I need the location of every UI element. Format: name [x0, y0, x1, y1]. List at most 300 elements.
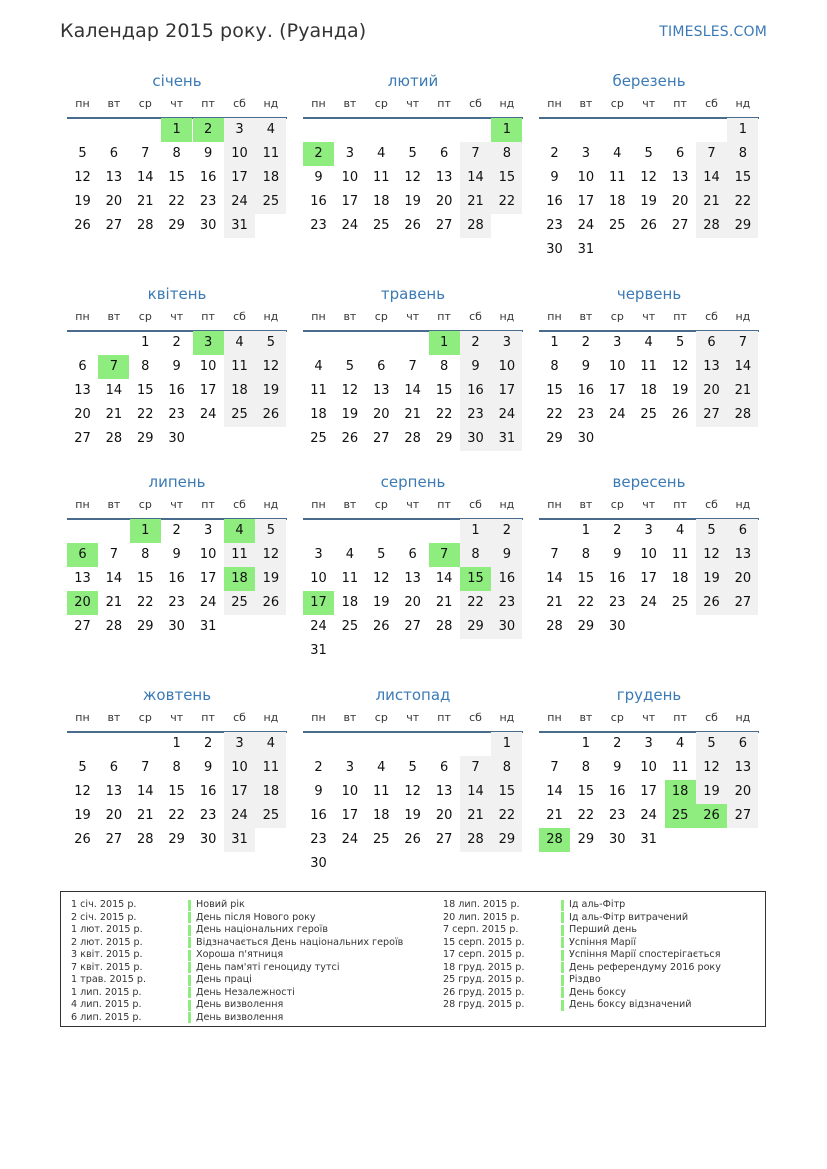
legend-date: 1 лип. 2015 р. — [71, 986, 142, 998]
day-cell: 21 — [137, 808, 154, 823]
day-cell: 24 — [199, 595, 217, 610]
day-cell: 26 — [671, 407, 689, 422]
legend-holiday-name: Різдво — [569, 974, 601, 985]
day-cell: 11 — [310, 383, 327, 398]
weekday-label: вт — [579, 498, 593, 511]
legend-marker — [188, 900, 191, 911]
day-cell: 4 — [255, 118, 286, 142]
day-cell: 25 — [665, 804, 696, 828]
day-cell: 20 — [435, 808, 453, 823]
day-cell: 11 — [224, 543, 255, 567]
month-name: серпень — [380, 473, 446, 491]
weekday-label: чт — [170, 310, 184, 323]
day-cell: 8 — [727, 142, 758, 166]
day-cell: 6 — [727, 519, 758, 543]
weekday-label: ср — [374, 97, 388, 110]
weekday-label: ср — [610, 711, 624, 724]
day-cell: 11 — [373, 170, 390, 185]
day-cell: 8 — [581, 547, 591, 562]
month-8 — [303, 473, 523, 673]
day-cell: 17 — [491, 379, 522, 403]
legend-marker — [188, 1012, 191, 1023]
weekday-label: вт — [107, 711, 121, 724]
weekday-label: сб — [469, 498, 482, 511]
day-cell: 4 — [224, 331, 255, 355]
legend-date: 28 груд. 2015 р. — [443, 999, 525, 1010]
day-cell: 25 — [310, 431, 327, 446]
day-cell: 14 — [404, 383, 421, 398]
day-cell: 20 — [105, 194, 123, 209]
day-cell: 11 — [255, 142, 286, 166]
day-cell: 22 — [137, 407, 154, 422]
day-cell: 5 — [675, 335, 685, 350]
weekday-label: пн — [547, 310, 562, 323]
day-cell: 22 — [546, 407, 563, 422]
day-cell: 22 — [577, 808, 595, 823]
day-cell: 28 — [727, 403, 758, 427]
month-4 — [67, 285, 287, 485]
day-cell: 17 — [303, 591, 334, 615]
day-cell: 16 — [460, 379, 491, 403]
day-cell: 22 — [435, 407, 453, 422]
day-cell: 17 — [199, 571, 217, 586]
day-cell: 20 — [67, 591, 98, 615]
day-cell: 17 — [640, 571, 657, 586]
month-name: лютий — [387, 72, 439, 90]
day-cell: 9 — [550, 170, 559, 185]
day-cell: 20 — [105, 808, 123, 823]
day-cell: 18 — [373, 194, 390, 209]
day-cell: 11 — [640, 359, 657, 374]
day-cell: 28 — [460, 214, 491, 238]
day-cell: 7 — [141, 760, 150, 775]
legend-holiday-name: Новий рік — [196, 899, 245, 910]
month-11 — [303, 686, 523, 886]
day-cell: 7 — [727, 331, 758, 355]
day-cell: 14 — [460, 780, 491, 804]
day-cell: 8 — [491, 756, 522, 780]
month-name: березень — [612, 72, 686, 90]
day-cell: 11 — [671, 547, 689, 562]
day-cell: 22 — [491, 804, 522, 828]
legend-holiday-name: День боксу — [569, 986, 626, 998]
day-cell: 5 — [255, 331, 286, 355]
legend-marker — [188, 1000, 191, 1011]
day-cell: 25 — [373, 832, 390, 847]
legend-date: 3 квіт. 2015 р. — [71, 949, 143, 960]
day-cell: 15 — [491, 166, 522, 190]
weekday-label: чт — [170, 498, 184, 511]
day-cell: 18 — [665, 780, 696, 804]
day-cell: 5 — [696, 519, 727, 543]
day-cell: 1 — [172, 736, 181, 751]
day-cell: 29 — [435, 431, 453, 446]
month-name: червень — [616, 285, 682, 303]
day-cell: 23 — [546, 218, 563, 233]
legend-marker — [561, 1000, 564, 1011]
day-cell: 1 — [581, 523, 591, 538]
legend-marker — [188, 912, 191, 923]
weekday-label: вт — [343, 711, 357, 724]
legend-date: 26 груд. 2015 р. — [443, 986, 525, 998]
day-cell: 19 — [74, 808, 91, 823]
day-cell: 5 — [696, 732, 727, 756]
day-cell: 29 — [137, 619, 154, 634]
day-cell: 6 — [67, 543, 98, 567]
day-cell: 22 — [168, 194, 185, 209]
day-cell: 19 — [255, 567, 286, 591]
day-cell: 29 — [727, 214, 758, 238]
day-cell: 13 — [404, 571, 421, 586]
weekday-label: ср — [610, 97, 624, 110]
day-cell: 30 — [460, 427, 491, 451]
day-cell: 1 — [581, 736, 591, 751]
day-cell: 13 — [105, 170, 123, 185]
weekday-label: ср — [610, 498, 624, 511]
weekday-label: чт — [170, 97, 184, 110]
weekday-label: нд — [499, 498, 515, 511]
day-cell: 18 — [310, 407, 327, 422]
day-cell: 26 — [404, 218, 421, 233]
day-cell: 7 — [460, 142, 491, 166]
day-cell: 29 — [491, 828, 522, 852]
day-cell: 10 — [199, 547, 217, 562]
legend-date: 6 лип. 2015 р. — [71, 1011, 142, 1023]
day-cell: 15 — [727, 166, 758, 190]
day-cell: 15 — [137, 383, 154, 398]
day-cell: 3 — [345, 760, 355, 775]
day-cell: 24 — [640, 595, 657, 610]
weekday-label: нд — [263, 310, 279, 323]
day-cell: 23 — [577, 407, 595, 422]
day-cell: 23 — [199, 808, 217, 823]
day-cell: 7 — [460, 756, 491, 780]
day-cell: 23 — [310, 218, 327, 233]
day-cell: 17 — [577, 194, 595, 209]
day-cell: 31 — [640, 832, 657, 847]
weekday-label: сб — [469, 711, 482, 724]
weekday-label: нд — [263, 711, 279, 724]
day-cell: 30 — [199, 832, 217, 847]
legend-holiday-name: День пам'яті геноциду тутсі — [196, 961, 340, 973]
day-cell: 31 — [199, 619, 217, 634]
day-cell: 23 — [168, 407, 185, 422]
weekday-label: чт — [406, 711, 420, 724]
day-cell: 2 — [460, 331, 491, 355]
day-cell: 4 — [675, 736, 685, 751]
month-name: липень — [148, 473, 206, 491]
day-cell: 21 — [137, 194, 154, 209]
day-cell: 7 — [109, 547, 119, 562]
day-cell: 7 — [98, 355, 129, 379]
day-cell: 26 — [255, 403, 286, 427]
weekday-label: пт — [201, 711, 215, 724]
weekday-label: чт — [406, 310, 420, 323]
day-cell: 25 — [640, 407, 657, 422]
legend-date: 1 січ. 2015 р. — [71, 899, 137, 910]
weekday-label: нд — [499, 310, 515, 323]
day-cell: 6 — [439, 146, 449, 161]
day-cell: 17 — [224, 780, 255, 804]
day-cell: 15 — [435, 383, 453, 398]
legend-date: 18 лип. 2015 р. — [443, 899, 520, 910]
day-cell: 11 — [609, 170, 626, 185]
day-cell: 4 — [377, 146, 386, 161]
day-cell: 22 — [491, 190, 522, 214]
day-cell: 2 — [550, 146, 559, 161]
month-6 — [539, 285, 759, 485]
weekday-label: сб — [705, 310, 718, 323]
legend-marker — [188, 962, 191, 973]
day-cell: 12 — [341, 383, 359, 398]
day-cell: 5 — [644, 146, 653, 161]
legend-marker — [561, 925, 564, 936]
legend-holiday-name: День боксу відзначений — [569, 999, 692, 1010]
month-name: грудень — [616, 686, 682, 704]
header-rule — [539, 117, 759, 119]
day-cell: 16 — [310, 808, 327, 823]
day-cell: 9 — [581, 359, 591, 374]
day-cell: 25 — [609, 218, 626, 233]
legend-marker — [188, 975, 191, 986]
day-cell: 20 — [373, 407, 390, 422]
day-cell: 8 — [141, 547, 150, 562]
day-cell: 2 — [314, 760, 323, 775]
weekday-label: ср — [374, 498, 388, 511]
day-cell: 10 — [224, 756, 255, 780]
weekday-label: ср — [374, 711, 388, 724]
day-cell: 21 — [105, 407, 123, 422]
weekday-label: ср — [138, 711, 152, 724]
day-cell: 4 — [613, 146, 622, 161]
day-cell: 23 — [491, 591, 522, 615]
weekday-label: нд — [499, 711, 515, 724]
day-cell: 11 — [373, 784, 390, 799]
weekday-label: вт — [579, 711, 593, 724]
day-cell: 15 — [137, 571, 154, 586]
day-cell: 7 — [696, 142, 727, 166]
day-cell: 24 — [640, 808, 657, 823]
day-cell: 9 — [613, 760, 622, 775]
day-cell: 14 — [460, 166, 491, 190]
day-cell: 9 — [172, 547, 181, 562]
day-cell: 10 — [341, 784, 359, 799]
day-cell: 21 — [105, 595, 123, 610]
day-cell: 21 — [546, 808, 563, 823]
day-cell: 24 — [199, 407, 217, 422]
day-cell: 6 — [675, 146, 685, 161]
day-cell: 19 — [373, 595, 390, 610]
weekday-label: пн — [547, 711, 562, 724]
day-cell: 18 — [609, 194, 626, 209]
day-cell: 29 — [546, 431, 563, 446]
weekday-label: пн — [75, 498, 90, 511]
day-cell: 15 — [168, 784, 185, 799]
weekday-label: пт — [437, 498, 451, 511]
day-cell: 23 — [168, 595, 185, 610]
day-cell: 13 — [74, 383, 91, 398]
month-1 — [67, 72, 287, 272]
day-cell: 7 — [550, 760, 559, 775]
day-cell: 17 — [640, 784, 657, 799]
day-cell: 25 — [671, 595, 689, 610]
day-cell: 30 — [199, 218, 217, 233]
day-cell: 2 — [303, 142, 334, 166]
month-name: жовтень — [142, 686, 212, 704]
weekday-label: ср — [138, 310, 152, 323]
month-name: травень — [380, 285, 446, 303]
day-cell: 30 — [168, 619, 185, 634]
weekday-label: пн — [311, 498, 326, 511]
legend-holiday-name: Відзначається День національних героїв — [196, 936, 404, 948]
day-cell: 29 — [137, 431, 154, 446]
day-cell: 30 — [609, 832, 626, 847]
month-name: січень — [152, 72, 202, 90]
day-cell: 26 — [74, 832, 91, 847]
day-cell: 20 — [404, 595, 421, 610]
day-cell: 19 — [404, 808, 421, 823]
day-cell: 18 — [341, 595, 359, 610]
day-cell: 26 — [696, 591, 727, 615]
day-cell: 16 — [609, 571, 626, 586]
day-cell: 17 — [341, 194, 359, 209]
legend-date: 7 серп. 2015 р. — [443, 924, 519, 935]
day-cell: 22 — [727, 190, 758, 214]
day-cell: 27 — [105, 832, 123, 847]
day-cell: 2 — [613, 523, 622, 538]
header-rule — [303, 117, 523, 119]
weekday-label: сб — [705, 711, 718, 724]
day-cell: 9 — [172, 359, 181, 374]
day-cell: 21 — [404, 407, 421, 422]
day-cell: 28 — [105, 619, 123, 634]
day-cell: 12 — [671, 359, 689, 374]
day-cell: 28 — [137, 218, 154, 233]
legend-marker — [561, 937, 564, 948]
day-cell: 8 — [460, 543, 491, 567]
day-cell: 18 — [255, 780, 286, 804]
day-cell: 11 — [224, 355, 255, 379]
weekday-label: вт — [343, 498, 357, 511]
day-cell: 19 — [696, 567, 727, 591]
weekday-label: пт — [437, 310, 451, 323]
day-cell: 16 — [168, 383, 185, 398]
day-cell: 29 — [168, 832, 185, 847]
weekday-label: пн — [311, 97, 326, 110]
day-cell: 18 — [671, 571, 689, 586]
day-cell: 25 — [373, 218, 390, 233]
day-cell: 4 — [224, 519, 255, 543]
weekday-label: вт — [107, 97, 121, 110]
day-cell: 3 — [224, 732, 255, 756]
day-cell: 3 — [644, 523, 653, 538]
legend-holiday-name: День Незалежності — [196, 986, 295, 998]
legend-date: 1 трав. 2015 р. — [71, 974, 147, 985]
weekday-label: вт — [107, 310, 121, 323]
day-cell: 15 — [460, 567, 491, 591]
day-cell: 12 — [74, 170, 91, 185]
day-cell: 26 — [696, 804, 727, 828]
day-cell: 14 — [137, 784, 154, 799]
day-cell: 5 — [78, 146, 87, 161]
legend-date: 18 груд. 2015 р. — [443, 961, 525, 973]
day-cell: 14 — [137, 170, 154, 185]
day-cell: 6 — [109, 760, 119, 775]
day-cell: 27 — [404, 619, 421, 634]
day-cell: 23 — [609, 808, 626, 823]
legend-marker — [188, 987, 191, 998]
day-cell: 24 — [491, 403, 522, 427]
legend-holiday-name: Хороша п'ятниця — [196, 949, 284, 960]
day-cell: 30 — [577, 431, 595, 446]
day-cell: 4 — [377, 760, 386, 775]
day-cell: 28 — [105, 431, 123, 446]
day-cell: 5 — [255, 519, 286, 543]
day-cell: 16 — [546, 194, 563, 209]
day-cell: 27 — [727, 804, 758, 828]
day-cell: 10 — [640, 547, 657, 562]
day-cell: 25 — [255, 804, 286, 828]
day-cell: 6 — [727, 732, 758, 756]
legend-marker — [561, 900, 564, 911]
day-cell: 11 — [255, 756, 286, 780]
legend-holiday-name: Ід аль-Фітр — [569, 899, 626, 910]
month-3 — [539, 72, 759, 272]
day-cell: 9 — [203, 146, 213, 161]
day-cell: 3 — [345, 146, 355, 161]
legend-holiday-name: День національних героїв — [196, 924, 328, 935]
weekday-label: чт — [406, 498, 420, 511]
day-cell: 1 — [550, 335, 559, 350]
day-cell: 3 — [193, 331, 224, 355]
weekday-label: пт — [201, 310, 215, 323]
day-cell: 21 — [546, 595, 563, 610]
legend-holiday-name: День визволення — [196, 999, 284, 1010]
day-cell: 14 — [546, 571, 563, 586]
day-cell: 9 — [491, 543, 522, 567]
day-cell: 1 — [727, 118, 758, 142]
month-12 — [539, 686, 759, 886]
site-link[interactable]: TIMESLES.COM — [659, 24, 767, 40]
day-cell: 5 — [377, 547, 386, 562]
day-cell: 15 — [168, 170, 185, 185]
legend-date: 15 серп. 2015 р. — [443, 936, 525, 948]
day-cell: 21 — [435, 595, 453, 610]
day-cell: 3 — [224, 118, 255, 142]
day-cell: 24 — [310, 619, 327, 634]
weekday-label: пт — [673, 711, 687, 724]
day-cell: 13 — [696, 355, 727, 379]
day-cell: 15 — [546, 383, 563, 398]
day-cell: 8 — [141, 359, 150, 374]
day-cell: 26 — [373, 619, 390, 634]
day-cell: 30 — [546, 242, 563, 257]
day-cell: 19 — [74, 194, 91, 209]
day-cell: 14 — [435, 571, 453, 586]
day-cell: 20 — [671, 194, 689, 209]
weekday-label: ср — [374, 310, 388, 323]
weekday-label: пн — [311, 310, 326, 323]
day-cell: 21 — [460, 804, 491, 828]
legend-marker — [188, 950, 191, 961]
day-cell: 4 — [314, 359, 323, 374]
day-cell: 20 — [435, 194, 453, 209]
day-cell: 2 — [491, 519, 522, 543]
day-cell: 24 — [577, 218, 595, 233]
day-cell: 5 — [345, 359, 355, 374]
weekday-label: вт — [107, 498, 121, 511]
weekday-label: пн — [75, 310, 90, 323]
